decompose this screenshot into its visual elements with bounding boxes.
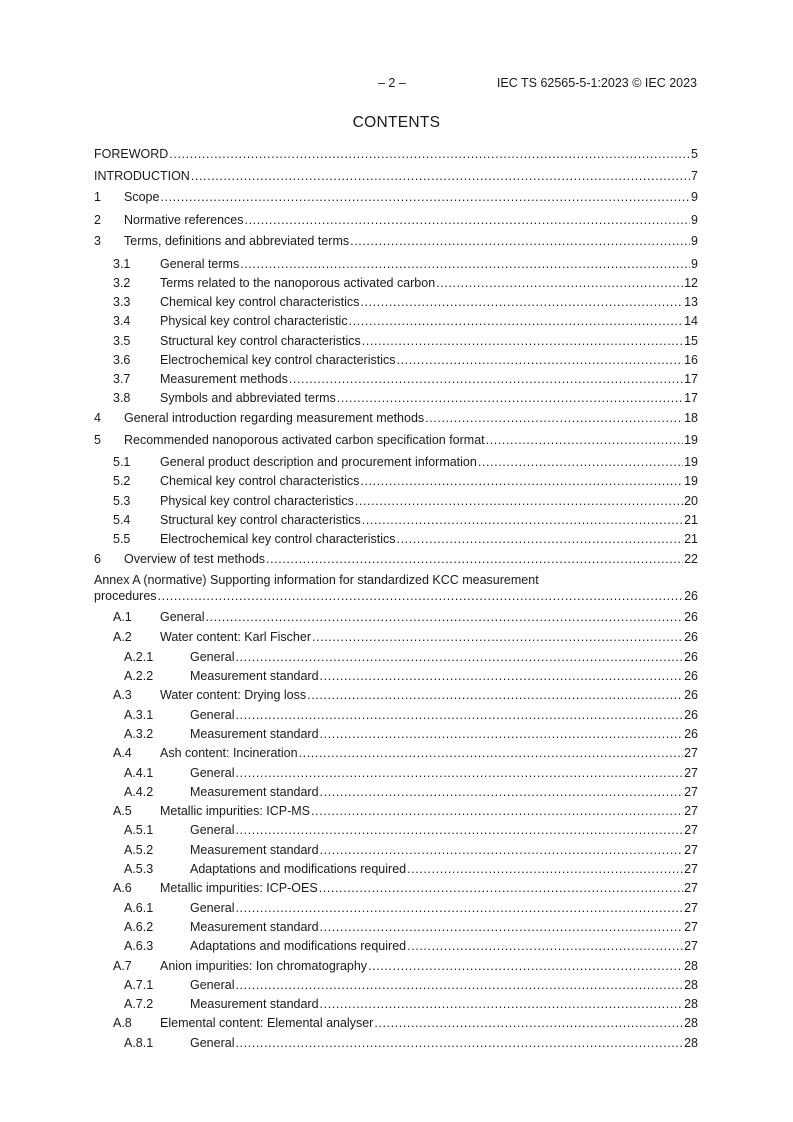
toc-entry-number: A.2	[113, 630, 132, 644]
toc-entry-number: A.2.2	[124, 669, 154, 683]
toc-entry-title: General	[190, 901, 235, 915]
toc-entry-page: 27	[684, 823, 698, 837]
toc-leader-dots	[397, 352, 684, 368]
toc-entry-number: 5.3	[113, 494, 131, 508]
toc-leader-dots	[307, 687, 683, 703]
toc-entry[interactable]	[94, 371, 698, 387]
toc-entry-number: 5	[94, 433, 101, 447]
toc-entry[interactable]	[94, 745, 698, 761]
toc-entry-title: General introduction regarding measurement methods	[124, 411, 425, 425]
toc-entry-number: A.5.1	[124, 823, 154, 837]
toc-entry-page: 27	[684, 785, 698, 799]
toc-entry-page: 27	[684, 881, 698, 895]
toc-entry-number: A.1	[113, 610, 132, 624]
toc-entry-number: A.7	[113, 959, 132, 973]
toc-entry-page: 12	[684, 276, 698, 290]
toc-entry-title: Measurement standard	[190, 785, 319, 799]
toc-leader-dots	[205, 609, 683, 625]
toc-entry[interactable]	[94, 977, 698, 993]
toc-entry[interactable]	[94, 275, 698, 291]
toc-entry-title: General product description and procurement information	[160, 455, 477, 469]
toc-entry-page: 26	[684, 650, 698, 664]
toc-entry-page: 17	[684, 391, 698, 405]
toc-entry-page: 27	[684, 939, 698, 953]
toc-entry-title: General	[190, 823, 235, 837]
toc-leader-dots	[289, 371, 683, 387]
toc-entry-title: Structural key control characteristics	[160, 334, 361, 348]
toc-leader-dots	[397, 531, 684, 547]
toc-leader-dots	[240, 256, 690, 272]
toc-entry-number: 3.2	[113, 276, 131, 290]
toc-entry-page: 26	[684, 589, 698, 603]
toc-leader-dots	[299, 745, 684, 761]
toc-entry-title: General terms	[160, 257, 240, 271]
toc-entry[interactable]	[94, 687, 698, 703]
toc-entry[interactable]	[94, 146, 698, 162]
toc-leader-dots	[312, 629, 683, 645]
toc-entry-title: Chemical key control characteristics	[160, 474, 360, 488]
toc-entry[interactable]	[94, 512, 698, 528]
toc-entry-title: Structural key control characteristics	[160, 513, 361, 527]
toc-entry[interactable]	[94, 256, 698, 272]
toc-leader-dots	[319, 880, 683, 896]
toc-leader-dots	[407, 938, 683, 954]
toc-annex-title[interactable]: Annex A (normative) Supporting information for standardized KCC measurement	[94, 573, 539, 587]
toc-entry-title: Water content: Drying loss	[160, 688, 307, 702]
toc-entry-number: 4	[94, 411, 101, 425]
toc-entry-title: Physical key control characteristic	[160, 314, 348, 328]
toc-entry-page: 21	[684, 532, 698, 546]
toc-leader-dots	[360, 473, 683, 489]
toc-entry-title: FOREWORD	[94, 147, 169, 161]
toc-leader-dots	[158, 588, 684, 604]
toc-leader-dots	[245, 212, 691, 228]
toc-entry[interactable]	[94, 352, 698, 368]
toc-entry-title: General	[190, 1036, 235, 1050]
toc-entry-number: A.4	[113, 746, 132, 760]
toc-leader-dots	[320, 726, 684, 742]
toc-entry[interactable]	[94, 313, 698, 329]
toc-entry-page: 5	[691, 147, 698, 161]
toc-entry-number: A.3.1	[124, 708, 154, 722]
toc-leader-dots	[235, 765, 683, 781]
toc-entry-title: Measurement methods	[160, 372, 288, 386]
toc-leader-dots	[425, 410, 683, 426]
toc-entry[interactable]	[94, 861, 698, 877]
toc-entry-title: Recommended nanoporous activated carbon specification format	[124, 433, 485, 447]
toc-entry-number: A.8	[113, 1016, 132, 1030]
toc-entry-title: Adaptations and modifications required	[190, 939, 407, 953]
toc-leader-dots	[362, 333, 683, 349]
toc-entry-page: 26	[684, 669, 698, 683]
toc-entry-page: 9	[691, 190, 698, 204]
toc-entry-page: 27	[684, 901, 698, 915]
toc-entry-number: 6	[94, 552, 101, 566]
toc-entry-page: 28	[684, 1036, 698, 1050]
toc-entry[interactable]	[94, 822, 698, 838]
toc-entry-page: 9	[691, 213, 698, 227]
toc-leader-dots	[235, 707, 683, 723]
toc-entry[interactable]	[94, 189, 698, 205]
toc-entry[interactable]	[94, 996, 698, 1012]
toc-entry-page: 27	[684, 804, 698, 818]
toc-leader-dots	[320, 842, 684, 858]
toc-entry-title: INTRODUCTION	[94, 169, 190, 183]
toc-leader-dots	[337, 390, 683, 406]
toc-leader-dots	[362, 512, 683, 528]
toc-entry[interactable]	[94, 294, 698, 310]
toc-leader-dots	[235, 977, 683, 993]
toc-entry-title: Anion impurities: Ion chromatography	[160, 959, 368, 973]
toc-leader-dots	[436, 275, 683, 291]
toc-entry-number: A.2.1	[124, 650, 154, 664]
toc-entry-title: Electrochemical key control characteristics	[160, 353, 396, 367]
toc-entry-number: A.5.2	[124, 843, 154, 857]
toc-entry[interactable]	[94, 588, 698, 604]
toc-entry-page: 26	[684, 688, 698, 702]
toc-entry-page: 27	[684, 920, 698, 934]
toc-entry-number: A.6.3	[124, 939, 154, 953]
toc-entry-number: A.6	[113, 881, 132, 895]
toc-entry-number: A.3	[113, 688, 132, 702]
toc-entry[interactable]	[94, 454, 698, 470]
toc-entry-page: 9	[691, 257, 698, 271]
toc-entry-title: General	[190, 766, 235, 780]
toc-entry-title: Measurement standard	[190, 920, 319, 934]
toc-entry[interactable]	[94, 473, 698, 489]
toc-leader-dots	[235, 1035, 683, 1051]
toc-entry-page: 26	[684, 727, 698, 741]
toc-leader-dots	[350, 233, 690, 249]
toc-entry-number: A.6.2	[124, 920, 154, 934]
toc-entry[interactable]	[94, 726, 698, 742]
toc-entry-number: A.5.3	[124, 862, 154, 876]
toc-leader-dots	[355, 493, 683, 509]
toc-entry-number: 5.2	[113, 474, 131, 488]
toc-entry[interactable]	[94, 842, 698, 858]
toc-entry-title: Measurement standard	[190, 669, 319, 683]
toc-entry[interactable]	[94, 649, 698, 665]
toc-entry-title: General	[190, 708, 235, 722]
toc-entry-page: 28	[684, 1016, 698, 1030]
toc-entry-number: 3.7	[113, 372, 131, 386]
toc-leader-dots	[374, 1015, 683, 1031]
toc-entry-title: procedures	[94, 589, 157, 603]
toc-entry-number: 5.4	[113, 513, 131, 527]
toc-leader-dots	[311, 803, 683, 819]
toc-entry-number: A.7.1	[124, 978, 154, 992]
toc-entry[interactable]	[94, 168, 698, 184]
toc-leader-dots	[235, 822, 683, 838]
toc-leader-dots	[320, 668, 684, 684]
toc-entry-page: 15	[684, 334, 698, 348]
toc-leader-dots	[368, 958, 683, 974]
toc-entry-number: 3.5	[113, 334, 131, 348]
toc-entry-number: 3.6	[113, 353, 131, 367]
toc-entry-title: Metallic impurities: ICP-MS	[160, 804, 311, 818]
page-title: CONTENTS	[352, 114, 441, 131]
toc-entry-title: Symbols and abbreviated terms	[160, 391, 336, 405]
toc-leader-dots	[478, 454, 683, 470]
toc-entry[interactable]	[94, 432, 698, 448]
toc-entry-page: 22	[684, 552, 698, 566]
toc-entry-title: Overview of test methods	[124, 552, 266, 566]
toc-entry[interactable]	[94, 765, 698, 781]
toc-entry-page: 19	[684, 433, 698, 447]
toc-entry-page: 21	[684, 513, 698, 527]
toc-leader-dots	[160, 189, 690, 205]
toc-entry[interactable]	[94, 333, 698, 349]
toc-entry[interactable]	[94, 668, 698, 684]
toc-entry-title: Metallic impurities: ICP-OES	[160, 881, 318, 895]
toc-entry-number: A.4.1	[124, 766, 154, 780]
toc-entry-title: Electrochemical key control characteristics	[160, 532, 396, 546]
toc-entry-page: 18	[684, 411, 698, 425]
toc-entry-page: 27	[684, 843, 698, 857]
toc-entry-page: 28	[684, 997, 698, 1011]
toc-entry-number: A.7.2	[124, 997, 154, 1011]
toc-leader-dots	[486, 432, 683, 448]
toc-entry-title: Water content: Karl Fischer	[160, 630, 311, 644]
toc-entry-number: 3.8	[113, 391, 131, 405]
toc-entry[interactable]	[94, 609, 698, 625]
toc-entry-title: Adaptations and modifications required	[190, 862, 407, 876]
toc-entry-page: 17	[684, 372, 698, 386]
toc-entry-page: 27	[684, 862, 698, 876]
toc-entry[interactable]	[94, 531, 698, 547]
toc-entry-number: 5.5	[113, 532, 131, 546]
toc-entry-title: Terms related to the nanoporous activated carbon	[160, 276, 436, 290]
toc-leader-dots	[320, 996, 684, 1012]
header-standard-id: IEC TS 62565-5-1:2023 © IEC 2023	[496, 76, 697, 90]
toc-entry-title: Measurement standard	[190, 727, 319, 741]
toc-leader-dots	[235, 900, 683, 916]
toc-entry[interactable]	[94, 803, 698, 819]
toc-leader-dots	[320, 919, 684, 935]
toc-entry[interactable]	[94, 410, 698, 426]
toc-entry-title: Normative references	[124, 213, 244, 227]
toc-entry-title: General	[190, 650, 235, 664]
toc-entry-number: A.6.1	[124, 901, 154, 915]
toc-entry[interactable]	[94, 958, 698, 974]
toc-entry-title: Physical key control characteristics	[160, 494, 354, 508]
toc-entry-page: 26	[684, 630, 698, 644]
toc-entry-title: Scope	[124, 190, 160, 204]
toc-entry-title: Terms, definitions and abbreviated terms	[124, 234, 350, 248]
toc-entry-page: 19	[684, 455, 698, 469]
toc-entry-page: 20	[684, 494, 698, 508]
toc-entry-number: 3.1	[113, 257, 131, 271]
toc-leader-dots	[235, 649, 683, 665]
toc-entry-number: A.8.1	[124, 1036, 154, 1050]
toc-entry-number: 2	[94, 213, 101, 227]
toc-entry[interactable]	[94, 551, 698, 567]
header-page-number: – 2 –	[378, 76, 406, 90]
toc-entry-title: Measurement standard	[190, 997, 319, 1011]
toc-entry[interactable]	[94, 390, 698, 406]
toc-leader-dots	[191, 168, 690, 184]
toc-entry-number: A.4.2	[124, 785, 154, 799]
toc-entry-page: 27	[684, 746, 698, 760]
toc-entry-title: Measurement standard	[190, 843, 319, 857]
toc-entry[interactable]	[94, 938, 698, 954]
toc-entry[interactable]	[94, 900, 698, 916]
toc-leader-dots	[407, 861, 683, 877]
toc-leader-dots	[349, 313, 684, 329]
toc-entry[interactable]	[94, 919, 698, 935]
toc-entry-page: 9	[691, 234, 698, 248]
toc-entry-page: 7	[691, 169, 698, 183]
toc-entry[interactable]	[94, 1015, 698, 1031]
toc-leader-dots	[266, 551, 683, 567]
toc-entry-page: 27	[684, 766, 698, 780]
toc-entry[interactable]	[94, 493, 698, 509]
toc-entry-title: Elemental content: Elemental analyser	[160, 1016, 374, 1030]
toc-entry[interactable]	[94, 1035, 698, 1051]
toc-entry-number: A.3.2	[124, 727, 154, 741]
toc-entry-page: 28	[684, 978, 698, 992]
toc-entry-number: 3.3	[113, 295, 131, 309]
toc-leader-dots	[320, 784, 684, 800]
toc-entry[interactable]	[94, 233, 698, 249]
toc-entry-number: 1	[94, 190, 101, 204]
toc-entry-title: General	[160, 610, 205, 624]
toc-entry[interactable]	[94, 784, 698, 800]
toc-entry-number: A.5	[113, 804, 132, 818]
toc-entry-title: General	[190, 978, 235, 992]
toc-leader-dots	[169, 146, 690, 162]
toc-entry[interactable]	[94, 212, 698, 228]
toc-entry-page: 13	[684, 295, 698, 309]
toc-entry-title: Chemical key control characteristics	[160, 295, 360, 309]
toc-entry[interactable]	[94, 880, 698, 896]
toc-entry-page: 28	[684, 959, 698, 973]
toc-entry-page: 19	[684, 474, 698, 488]
toc-entry-title: Ash content: Incineration	[160, 746, 298, 760]
toc-entry[interactable]	[94, 629, 698, 645]
toc-entry-page: 26	[684, 708, 698, 722]
toc-entry-page: 26	[684, 610, 698, 624]
toc-entry-number: 5.1	[113, 455, 131, 469]
toc-entry-page: 16	[684, 353, 698, 367]
toc-entry[interactable]	[94, 707, 698, 723]
toc-entry-number: 3.4	[113, 314, 131, 328]
toc-leader-dots	[360, 294, 683, 310]
toc-entry-page: 14	[684, 314, 698, 328]
toc-entry-number: 3	[94, 234, 101, 248]
